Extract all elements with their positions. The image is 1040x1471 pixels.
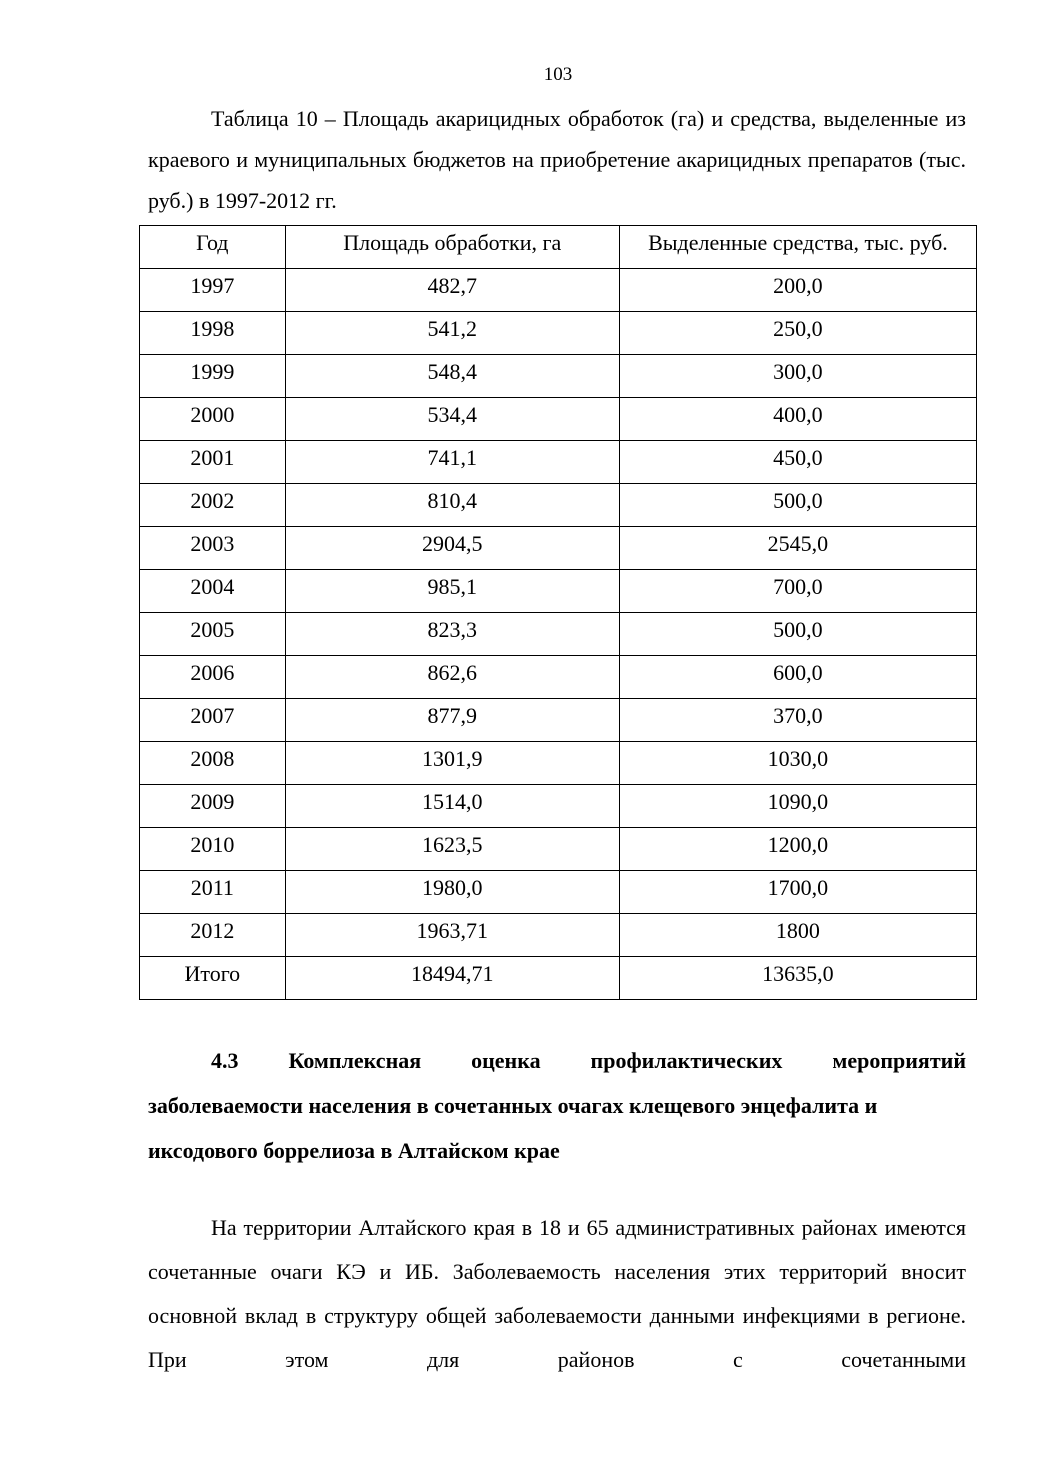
table-row bbox=[140, 785, 977, 828]
table-row bbox=[140, 527, 977, 570]
cell-year: 2004 bbox=[140, 570, 286, 613]
cell-year: 2009 bbox=[140, 785, 286, 828]
cell-year: 2007 bbox=[140, 699, 286, 742]
cell-year: 2002 bbox=[140, 484, 286, 527]
cell-area: 18494,71 bbox=[285, 957, 619, 1000]
cell-funds: 370,0 bbox=[619, 699, 976, 742]
table-row bbox=[140, 269, 977, 312]
cell-area: 541,2 bbox=[285, 312, 619, 355]
cell-funds: 600,0 bbox=[619, 656, 976, 699]
cell-funds: 500,0 bbox=[619, 613, 976, 656]
cell-year: 2001 bbox=[140, 441, 286, 484]
cell-funds: 250,0 bbox=[619, 312, 976, 355]
cell-area: 482,7 bbox=[285, 269, 619, 312]
cell-area: 877,9 bbox=[285, 699, 619, 742]
section-heading-line1: 4.3 Комплексная оценка профилактических мероприятий bbox=[211, 1048, 966, 1073]
table-header-row bbox=[140, 226, 977, 269]
table-total-row bbox=[140, 957, 977, 1000]
cell-area: 1514,0 bbox=[285, 785, 619, 828]
cell-area: 1980,0 bbox=[285, 871, 619, 914]
cell-funds: 450,0 bbox=[619, 441, 976, 484]
cell-area: 1623,5 bbox=[285, 828, 619, 871]
section-heading bbox=[148, 1038, 966, 1173]
cell-year: 1997 bbox=[140, 269, 286, 312]
cell-funds: 1200,0 bbox=[619, 828, 976, 871]
cell-area: 548,4 bbox=[285, 355, 619, 398]
cell-area: 985,1 bbox=[285, 570, 619, 613]
cell-year: 2008 bbox=[140, 742, 286, 785]
cell-year: 2012 bbox=[140, 914, 286, 957]
table-row bbox=[140, 699, 977, 742]
cell-year: 1998 bbox=[140, 312, 286, 355]
cell-area: 810,4 bbox=[285, 484, 619, 527]
cell-funds: 1090,0 bbox=[619, 785, 976, 828]
body-paragraph: На территории Алтайского края в 18 и 65 административных районах имеются сочетанные очаги КЭ и ИБ. Заболеваемость населения этих территорий вносит основной вклад в структуру общей заболеваемости данными инфекциями в регионе. При этом для районов с сочетанными bbox=[148, 1215, 966, 1372]
header-area: Площадь обработки, га bbox=[285, 226, 619, 269]
data-table bbox=[139, 225, 977, 1000]
cell-funds: 400,0 bbox=[619, 398, 976, 441]
section-heading-rest: заболеваемости населения в сочетанных очагах клещевого энцефалита и иксодового боррелиоза в Алтайском крае bbox=[148, 1093, 878, 1163]
cell-year: 2006 bbox=[140, 656, 286, 699]
table-row bbox=[140, 828, 977, 871]
table-row bbox=[140, 570, 977, 613]
cell-area: 1963,71 bbox=[285, 914, 619, 957]
cell-year: 2011 bbox=[140, 871, 286, 914]
table-row bbox=[140, 613, 977, 656]
header-funds: Выделенные средства, тыс. руб. bbox=[619, 226, 976, 269]
cell-area: 2904,5 bbox=[285, 527, 619, 570]
table-row bbox=[140, 742, 977, 785]
cell-funds: 1800 bbox=[619, 914, 976, 957]
cell-year: 2000 bbox=[140, 398, 286, 441]
cell-funds: 1700,0 bbox=[619, 871, 976, 914]
cell-area: 862,6 bbox=[285, 656, 619, 699]
table-row bbox=[140, 441, 977, 484]
cell-funds: 1030,0 bbox=[619, 742, 976, 785]
table-row bbox=[140, 312, 977, 355]
table-row bbox=[140, 355, 977, 398]
table-caption: Таблица 10 – Площадь акарицидных обработок (га) и средства, выделенные из краевого и муниципальных бюджетов на приобретение акарицидных препаратов (тыс. руб.) в 1997-2012 гг. bbox=[148, 106, 966, 213]
table-row bbox=[140, 914, 977, 957]
cell-year: Итого bbox=[140, 957, 286, 1000]
cell-funds: 13635,0 bbox=[619, 957, 976, 1000]
cell-year: 2010 bbox=[140, 828, 286, 871]
cell-area: 534,4 bbox=[285, 398, 619, 441]
table-row bbox=[140, 484, 977, 527]
cell-area: 823,3 bbox=[285, 613, 619, 656]
cell-year: 2003 bbox=[140, 527, 286, 570]
cell-funds: 300,0 bbox=[619, 355, 976, 398]
table-row bbox=[140, 656, 977, 699]
cell-year: 2005 bbox=[140, 613, 286, 656]
header-year: Год bbox=[140, 226, 286, 269]
cell-area: 1301,9 bbox=[285, 742, 619, 785]
page-number: 103 bbox=[543, 64, 573, 85]
cell-funds: 700,0 bbox=[619, 570, 976, 613]
cell-funds: 2545,0 bbox=[619, 527, 976, 570]
cell-area: 741,1 bbox=[285, 441, 619, 484]
cell-funds: 500,0 bbox=[619, 484, 976, 527]
cell-funds: 200,0 bbox=[619, 269, 976, 312]
table-row bbox=[140, 871, 977, 914]
table-row bbox=[140, 398, 977, 441]
cell-year: 1999 bbox=[140, 355, 286, 398]
